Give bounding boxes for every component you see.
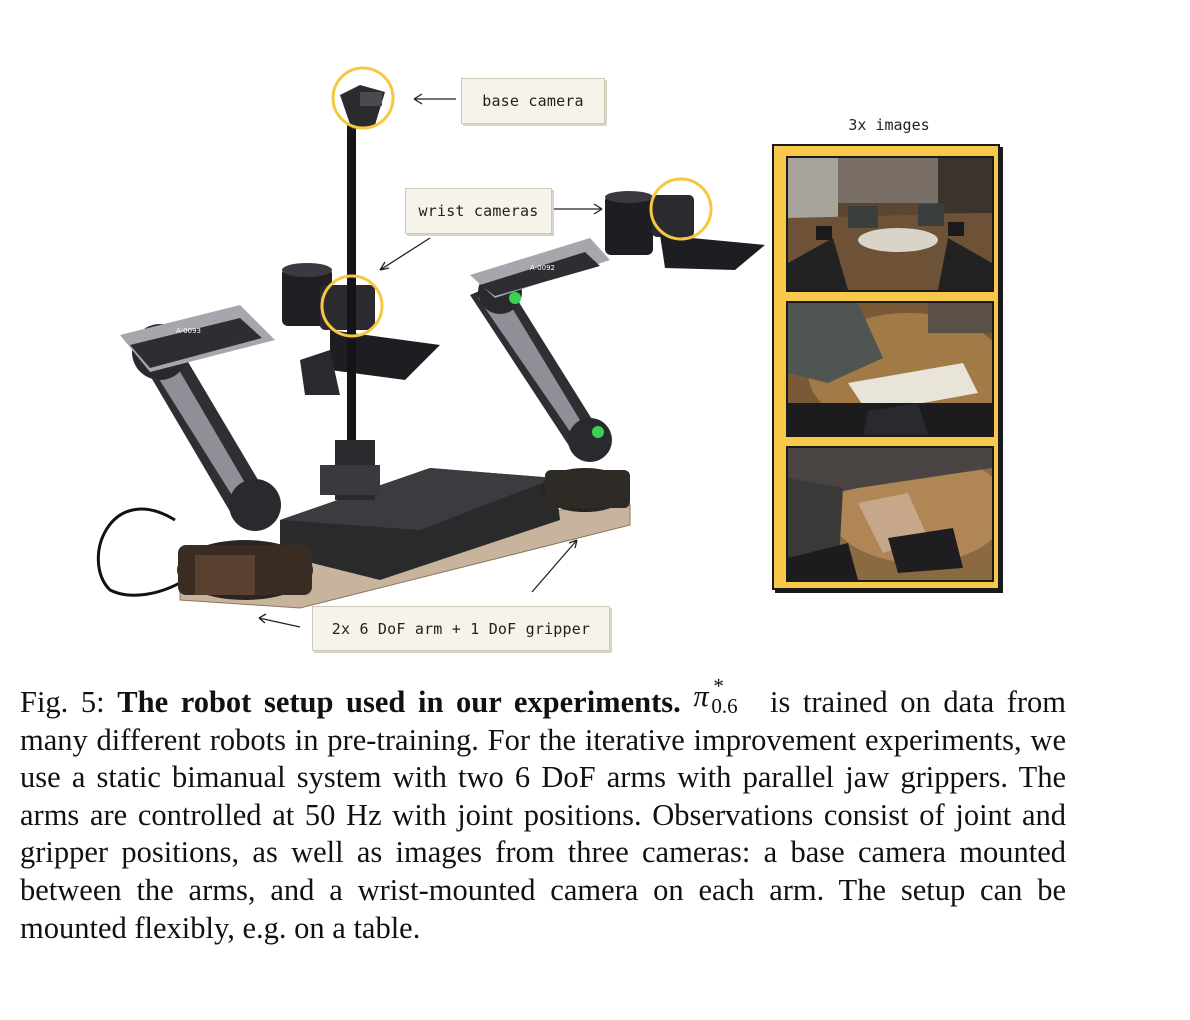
- arrow-to-left-base: [259, 614, 300, 627]
- right-arm-badge: A-0092: [530, 264, 555, 272]
- pi-superscript: *: [713, 674, 724, 698]
- right-wrist-camera-image: [786, 446, 994, 582]
- pi-subscript: 0.6: [711, 694, 738, 719]
- figure-caption: [20, 674, 1067, 947]
- base-camera-label: base camera: [482, 92, 584, 110]
- images-label: 3x images: [848, 116, 930, 134]
- wrist-cameras-label: wrist cameras: [418, 202, 539, 220]
- caption-body: is trained on data from many different robots in pre-training. For the iterative improvement experiments, we use a static bimanual system with two 6 DoF arms with parallel jaw grippers. The arms are controlled at 50 Hz with joint positions. Observations consist of joint and gripper positions, as well as images from three cameras: a base camera mounted between the arms, and a wrist-mounted camera on each arm. The setup can be mounted flexibly, e.g. on a table.: [20, 685, 1067, 945]
- left-wrist-camera-image: [786, 301, 994, 437]
- arm-gripper-callout: [312, 606, 610, 651]
- arrow-to-base-camera: [414, 94, 456, 104]
- arm-gripper-label: 2x 6 DoF arm + 1 DoF gripper: [331, 619, 591, 638]
- left-arm-badge: A-0093: [176, 327, 201, 335]
- base-camera-callout: [461, 78, 605, 124]
- arrow-to-right-wrist: [553, 204, 602, 214]
- camera-images-panel: [772, 144, 1000, 590]
- caption-title: The robot setup used in our experiments.: [117, 685, 681, 719]
- base-camera-image: [786, 156, 994, 292]
- caption-fig-label: Fig. 5:: [20, 685, 105, 719]
- wrist-cameras-callout: [405, 188, 552, 234]
- pi-symbol: [693, 674, 757, 719]
- robot-photo: [0, 0, 770, 670]
- pi-base: π: [693, 679, 709, 714]
- arrow-to-left-wrist: [380, 238, 430, 270]
